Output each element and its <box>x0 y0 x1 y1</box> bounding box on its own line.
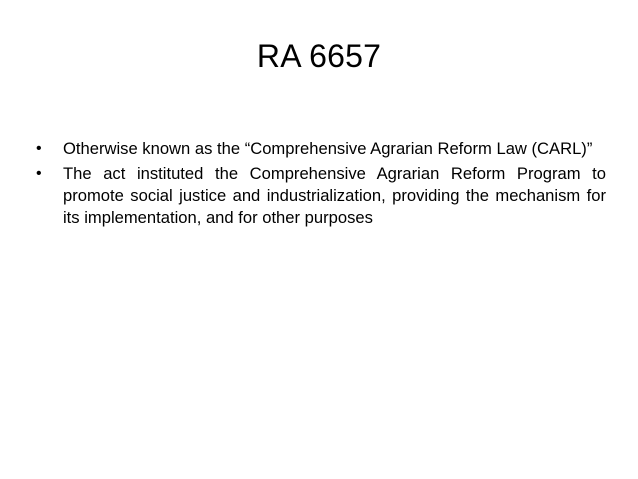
bullet-point-icon: • <box>36 140 42 157</box>
bullet-list <box>36 138 606 232</box>
bullet-item <box>36 138 606 160</box>
bullet-point-icon: • <box>36 165 42 182</box>
bullet-item <box>36 163 606 229</box>
bullet-text: Otherwise known as the “Comprehensive Agrarian Reform Law (CARL)” <box>63 139 593 158</box>
slide-title: RA 6657 <box>256 38 382 74</box>
bullet-text: The act instituted the Comprehensive Agrarian Reform Program to promote social justice and industrialization, providing the mechanism for its implementation, and for other purposes <box>63 164 606 227</box>
